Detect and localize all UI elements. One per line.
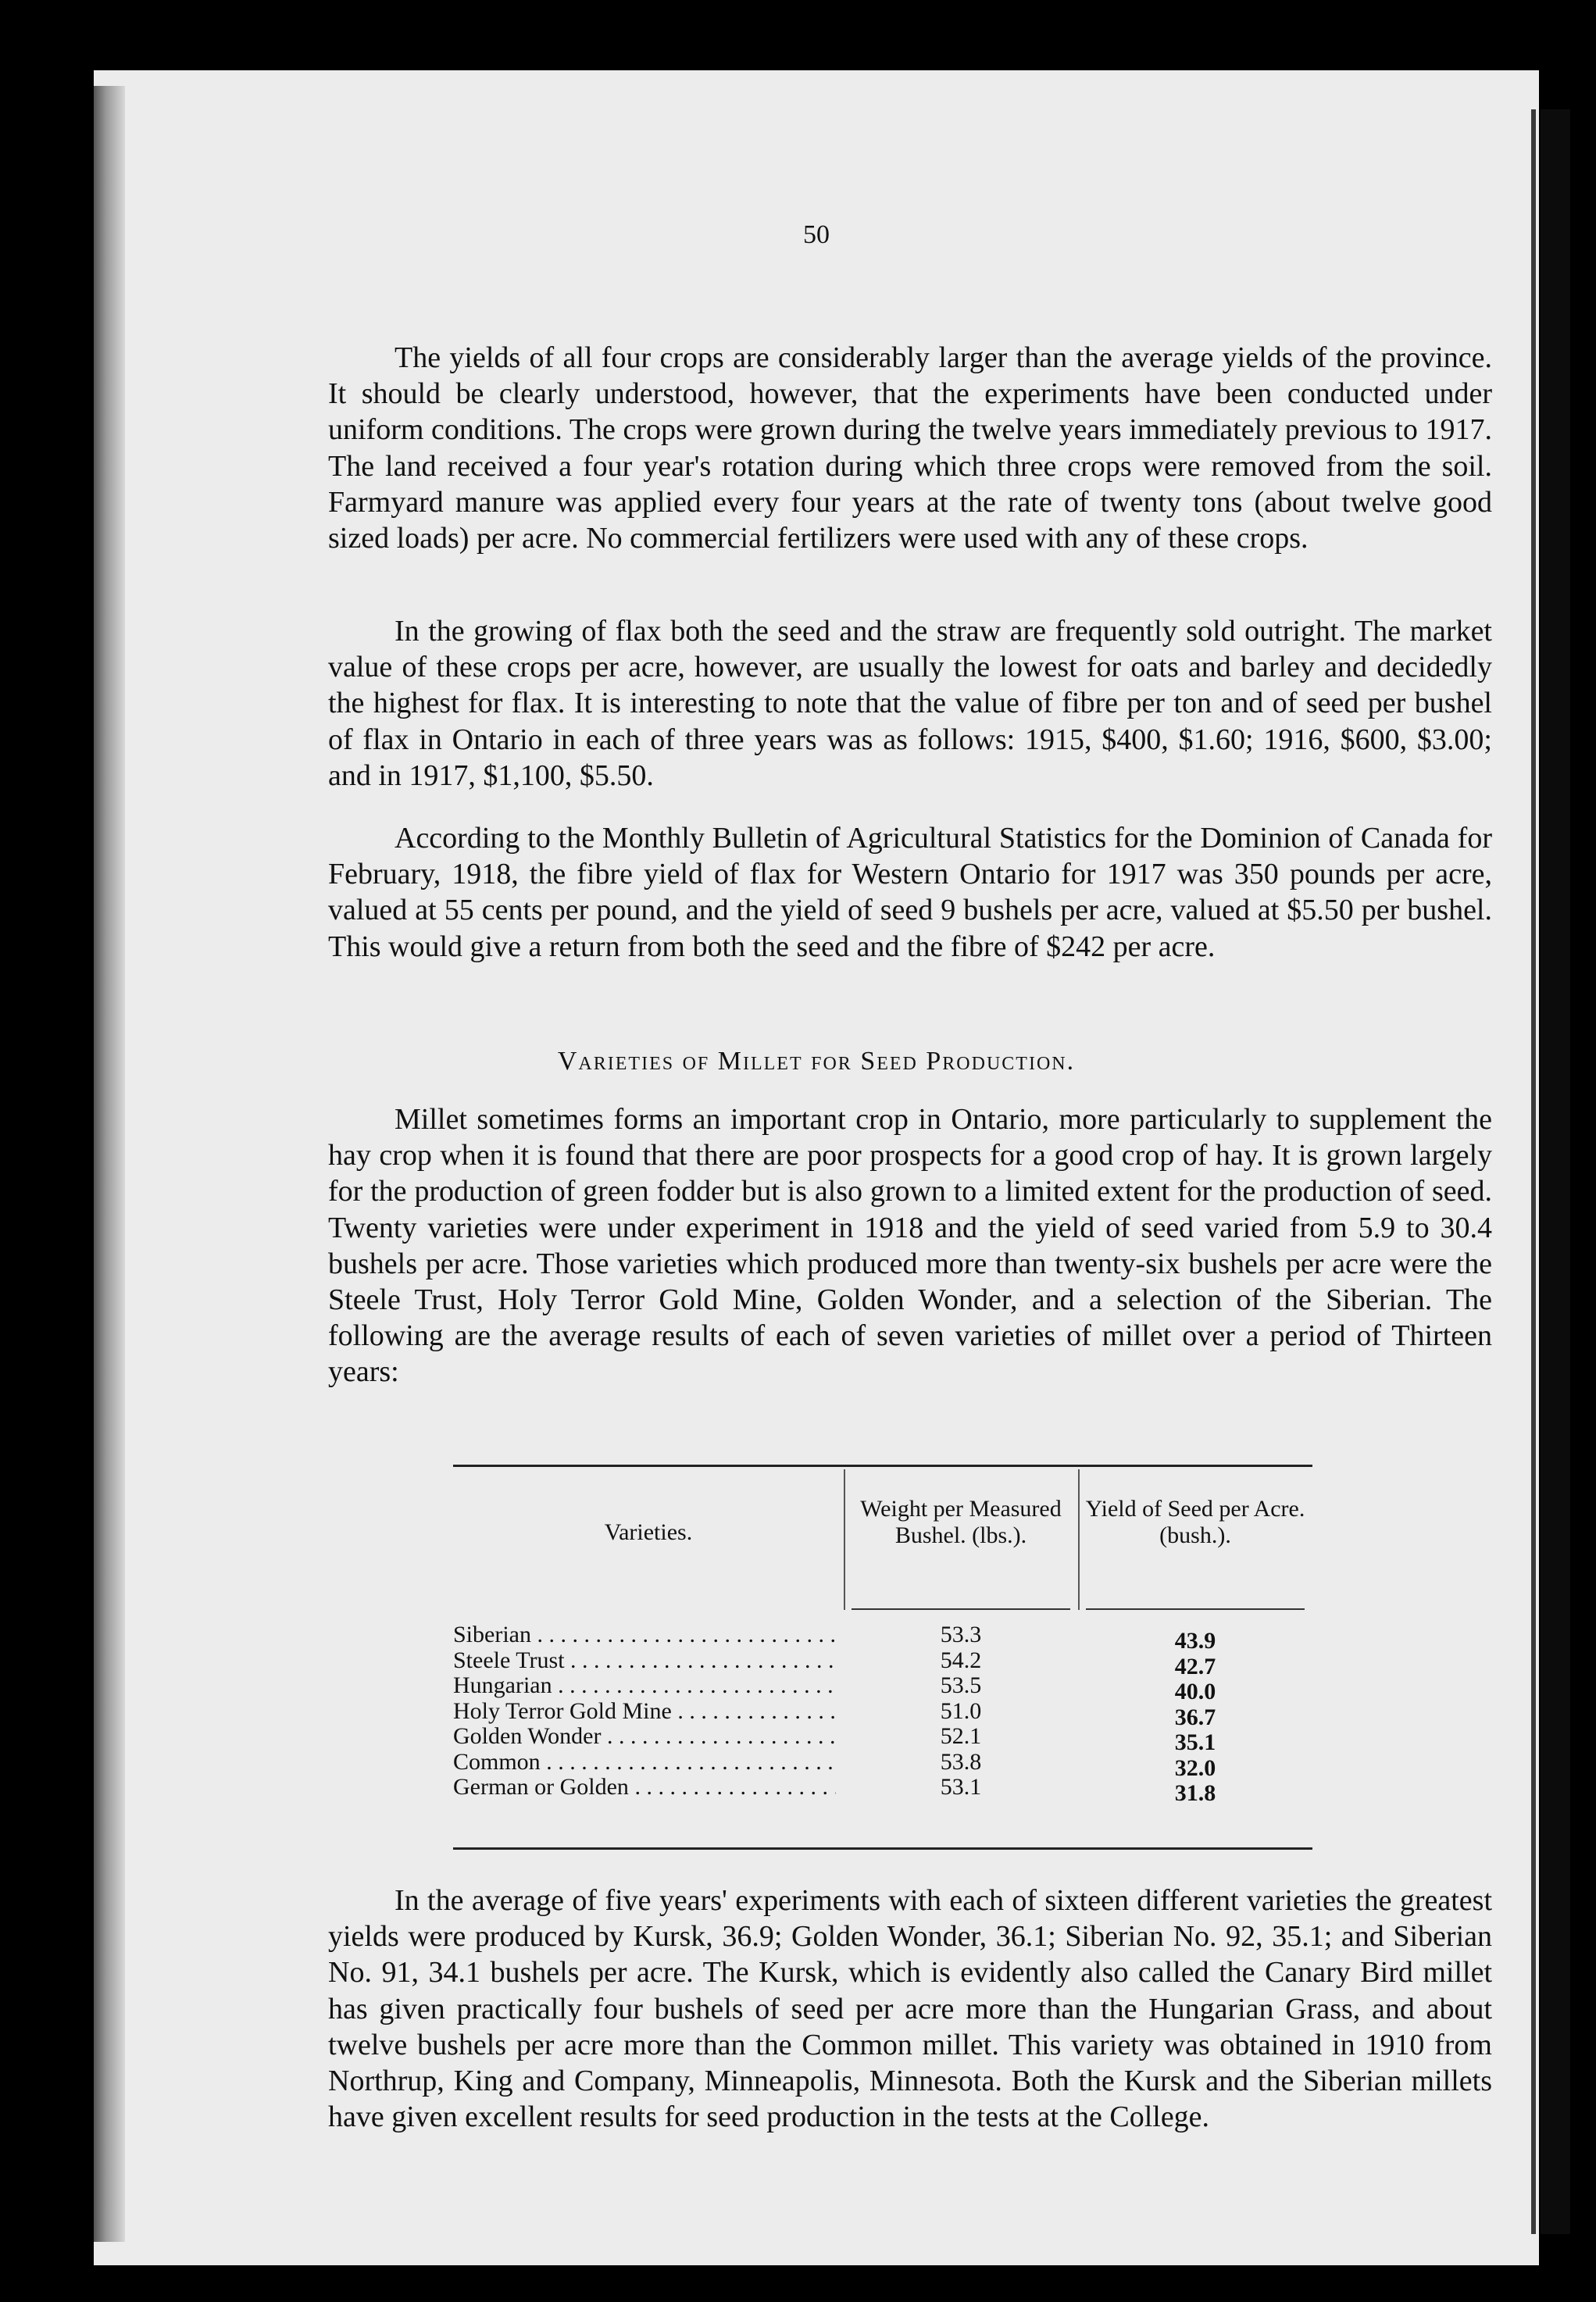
header-varieties: Varieties. — [604, 1519, 693, 1545]
page-number: 50 — [803, 220, 830, 249]
row-yield: 32.0 — [1174, 1754, 1216, 1781]
page-edge-line — [1531, 109, 1536, 2234]
row-weight: 53.5 — [940, 1672, 982, 1698]
table-top-rule — [453, 1465, 1312, 1467]
row-yield: 43.9 — [1174, 1628, 1216, 1654]
paragraph-flax-value — [328, 613, 1492, 794]
row-variety: Steele Trust . . . — [453, 1648, 836, 1674]
header-weight: Weight per Measured Bushel. (lbs.). — [860, 1496, 1062, 1548]
paragraph-text: In the growing of flax both the seed and the straw are frequently sold outright. The market value of these crops per acre, however, are usually the lowest for oats and barley and decidedly the highest for flax. It is interesting to note that the value of fibre per ton and of seed per bushel of flax in Ontario in each of three years was as follows: 1915, $400, $1.60; 1916, $600, $3.00; and in 1917, $1,100, $5.50. — [328, 615, 1492, 792]
paragraph-text: According to the Monthly Bulletin of Agricultural Statistics for the Dominion of Canada for February, 1918, the fibre yield of flax for Western Ontario for 1917 was 350 pounds per acre, valued at 55 cents per pound, and the yield of seed 9 bushels per acre, valued at $5.50 per bushel. This would give a return from both the seed and the fibre of $242 per acre. — [328, 822, 1492, 963]
row-variety: Siberian . . . — [453, 1622, 836, 1648]
table-bottom-rule — [453, 1847, 1312, 1850]
paragraph-five-year-average — [328, 1883, 1492, 2135]
row-variety: Hungarian . . . — [453, 1673, 836, 1699]
paragraph-millet-intro — [328, 1101, 1492, 1390]
row-weight: 53.8 — [940, 1748, 982, 1775]
row-variety: German or Golden . . . — [453, 1775, 836, 1801]
row-yield: 40.0 — [1174, 1679, 1216, 1704]
paragraph-text: The yields of all four crops are considerably larger than the average yields of the province. It should be clearly understood, however, that the experiments have been conducted under uniform conditions. The crops were grown during the twelve years immediately previous to 1917. The land received a four year's rotation during which three crops were removed from the soil. Farmyard manure was applied every four years at the rate of twenty tons (about twelve good sized loads) per acre. No commercial fertilizers were used with any of these crops. — [328, 341, 1492, 555]
paragraph-text: In the average of five years' experiments with each of sixteen different varieties the greatest yields were produced by Kursk, 36.9; Golden Wonder, 36.1; Siberian No. 92, 35.1; and Siberian No. 91, 34.1 bushels per acre. The Kursk, which is evidently also called the Canary Bird millet has given practically four bushels of seed per acre more than the Hungarian Grass, and about twelve bushels per acre more than the Common millet. This variety was obtained in 1910 from Northrup, King and Company, Minneapolis, Minnesota. Both the Kursk and the Siberian millets have given excellent results for seed production in the tests at the College. — [328, 1884, 1492, 2134]
header-rule-weight — [852, 1608, 1070, 1610]
section-heading: Varieties of Millet for Seed Production. — [557, 1047, 1076, 1076]
row-yield: 31.8 — [1174, 1780, 1216, 1806]
paragraph-text: Millet sometimes forms an important crop in Ontario, more particularly to supplement the hay crop when it is found that there are poor prospects for a good crop of hay. It is grown largely for the production of green fodder but is also grown to a limited extent for the production of seed. Twenty varieties were under experiment in 1918 and the yield of seed varied from 5.9 to 30.4 bushels per acre. Those varieties which produced more than twenty-six bushels per acre were the Steele Trust, Holy Terror Gold Mine, Golden Wonder, and a selection of the Siberian. The following are the average results of each of seven varieties of millet over a period of Thirteen years: — [328, 1103, 1492, 1389]
paragraph-monthly-bulletin — [328, 820, 1492, 965]
row-weight: 53.3 — [940, 1622, 982, 1647]
row-variety: Golden Wonder . . . — [453, 1724, 836, 1750]
column-divider — [844, 1469, 845, 1610]
row-weight: 54.2 — [940, 1647, 982, 1673]
paragraph-crop-yields — [328, 340, 1492, 556]
row-weight: 51.0 — [940, 1697, 982, 1724]
row-variety: Holy Terror Gold Mine . . . — [453, 1699, 836, 1725]
facing-page-edge — [1541, 109, 1570, 2234]
row-variety: Common . . . — [453, 1750, 836, 1776]
row-yield: 42.7 — [1174, 1653, 1216, 1679]
header-yield: Yield of Seed per Acre. (bush.). — [1085, 1496, 1305, 1548]
header-rule-yield — [1086, 1608, 1305, 1610]
binding-shadow — [94, 86, 125, 2242]
scanned-page — [94, 70, 1539, 2265]
row-weight: 53.1 — [940, 1774, 982, 1800]
millet-varieties-table — [453, 1465, 1312, 1855]
row-yield: 36.7 — [1174, 1704, 1216, 1730]
row-weight: 52.1 — [940, 1723, 982, 1749]
row-yield: 35.1 — [1174, 1729, 1216, 1755]
column-divider — [1078, 1469, 1080, 1610]
